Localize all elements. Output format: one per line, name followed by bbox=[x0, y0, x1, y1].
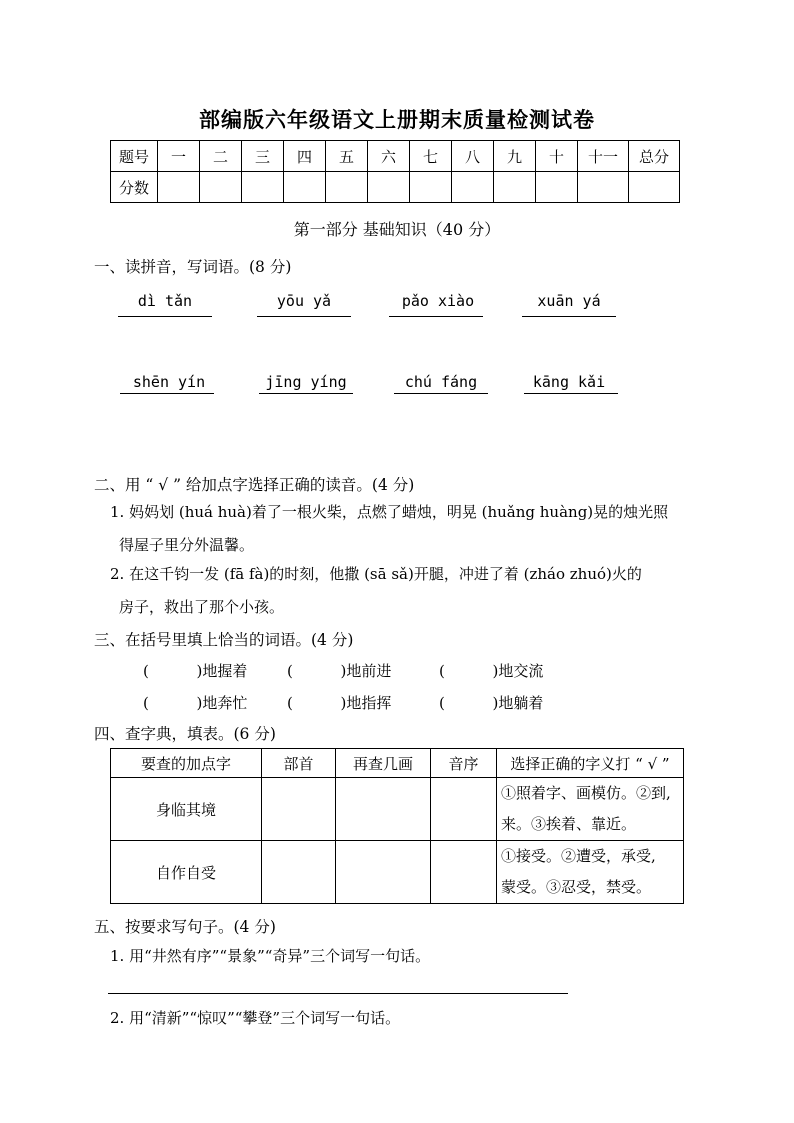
answer-underline[interactable] bbox=[120, 393, 214, 394]
fill-blank-item[interactable]: ( )地躺着 bbox=[439, 694, 544, 712]
dict-word: 身临其境 bbox=[111, 778, 262, 841]
score-input-cell[interactable] bbox=[242, 172, 284, 203]
dict-header-cell: 要查的加点字 bbox=[111, 749, 262, 778]
section5-heading: 五、按要求写句子。(4 分) bbox=[94, 918, 276, 936]
score-cell: 总分 bbox=[629, 141, 680, 172]
meaning-line: ①照着字、画模仿。②到, bbox=[501, 784, 671, 802]
score-cell: 十一 bbox=[578, 141, 629, 172]
answer-underline[interactable] bbox=[524, 393, 618, 394]
pinyin-item: yōu yǎ bbox=[276, 292, 332, 310]
score-input-cell[interactable] bbox=[494, 172, 536, 203]
dict-input-cell[interactable] bbox=[431, 778, 497, 841]
answer-underline[interactable] bbox=[394, 393, 488, 394]
pinyin-item: jīng yíng bbox=[265, 373, 347, 391]
meaning-line: 蒙受。③忍受，禁受。 bbox=[501, 878, 652, 896]
dict-input-cell[interactable] bbox=[262, 841, 336, 904]
score-input-cell[interactable] bbox=[326, 172, 368, 203]
question-text: 1. 用“井然有序”“景象”“奇异”三个词写一句话。 bbox=[110, 947, 431, 965]
pinyin-item: chú fáng bbox=[404, 373, 478, 391]
dict-header-cell: 再查几画 bbox=[336, 749, 431, 778]
dictionary-row bbox=[111, 841, 684, 904]
score-cell: 七 bbox=[410, 141, 452, 172]
score-input-cell[interactable] bbox=[410, 172, 452, 203]
score-cell: 一 bbox=[158, 141, 200, 172]
fill-blank-item[interactable]: ( )地前进 bbox=[287, 662, 392, 680]
answer-underline[interactable] bbox=[257, 316, 351, 317]
part-title: 第一部分 基础知识（40 分） bbox=[293, 220, 501, 239]
dictionary-header-row bbox=[111, 749, 684, 778]
page-title: 部编版六年级语文上册期末质量检测试卷 bbox=[199, 108, 595, 132]
score-input-cell[interactable] bbox=[578, 172, 629, 203]
score-cell: 九 bbox=[494, 141, 536, 172]
answer-underline[interactable] bbox=[259, 393, 353, 394]
section1-heading: 一、读拼音，写词语。(8 分) bbox=[94, 258, 292, 276]
dict-header-cell: 选择正确的字义打 “ √ ” bbox=[497, 749, 684, 778]
dict-input-cell[interactable] bbox=[336, 778, 431, 841]
dictionary-row bbox=[111, 778, 684, 841]
answer-underline[interactable] bbox=[522, 316, 616, 317]
score-cell: 二 bbox=[200, 141, 242, 172]
score-cell: 题号 bbox=[111, 141, 158, 172]
question-text: 房子，救出了那个小孩。 bbox=[119, 598, 285, 616]
dict-meaning[interactable] bbox=[497, 841, 684, 904]
question-text: 2. 用“清新”“惊叹”“攀登”三个词写一句话。 bbox=[110, 1009, 401, 1027]
pinyin-item: pǎo xiào bbox=[401, 292, 475, 310]
score-input-cell[interactable] bbox=[158, 172, 200, 203]
fill-blank-item[interactable]: ( )地奔忙 bbox=[143, 694, 248, 712]
dict-input-cell[interactable] bbox=[336, 841, 431, 904]
dict-meaning[interactable] bbox=[497, 778, 684, 841]
score-cell: 五 bbox=[326, 141, 368, 172]
score-input-cell[interactable] bbox=[200, 172, 242, 203]
fill-blank-item[interactable]: ( )地握着 bbox=[143, 662, 248, 680]
dict-word: 自作自受 bbox=[111, 841, 262, 904]
question-text: 2. 在这千钧一发 (fā fà)的时刻，他撒 (sā sǎ)开腿，冲进了着 (zháo zhuó)火的 bbox=[110, 565, 642, 583]
section2-heading: 二、用 “ √ ” 给加点字选择正确的读音。(4 分) bbox=[94, 476, 415, 494]
answer-line[interactable] bbox=[108, 993, 568, 994]
score-table bbox=[110, 140, 680, 203]
pinyin-item: kāng kǎi bbox=[532, 373, 606, 391]
dict-header-cell: 音序 bbox=[431, 749, 497, 778]
score-input-cell[interactable] bbox=[629, 172, 680, 203]
score-cell: 六 bbox=[368, 141, 410, 172]
score-cell: 三 bbox=[242, 141, 284, 172]
score-input-cell[interactable] bbox=[536, 172, 578, 203]
score-cell: 四 bbox=[284, 141, 326, 172]
fill-blank-item[interactable]: ( )地指挥 bbox=[287, 694, 392, 712]
fill-blank-item[interactable]: ( )地交流 bbox=[439, 662, 544, 680]
meaning-line: 来。③挨着、靠近。 bbox=[501, 815, 637, 833]
score-input-cell[interactable] bbox=[452, 172, 494, 203]
pinyin-item: shēn yín bbox=[132, 373, 206, 391]
score-row-label: 分数 bbox=[111, 172, 158, 203]
pinyin-item: dì tǎn bbox=[137, 292, 193, 310]
score-table-score-row bbox=[111, 172, 680, 203]
section3-heading: 三、在括号里填上恰当的词语。(4 分) bbox=[94, 631, 354, 649]
answer-underline[interactable] bbox=[118, 316, 212, 317]
question-text: 得屋子里分外温馨。 bbox=[119, 536, 255, 554]
dict-input-cell[interactable] bbox=[431, 841, 497, 904]
score-cell: 八 bbox=[452, 141, 494, 172]
answer-underline[interactable] bbox=[389, 316, 483, 317]
score-input-cell[interactable] bbox=[284, 172, 326, 203]
score-input-cell[interactable] bbox=[368, 172, 410, 203]
dict-input-cell[interactable] bbox=[262, 778, 336, 841]
question-text: 1. 妈妈划 (huá huà)着了一根火柴，点燃了蜡烛，明晃 (huǎng huàng)晃的烛光照 bbox=[110, 503, 669, 521]
meaning-line: ①接受。②遭受，承受, bbox=[501, 847, 656, 865]
section4-heading: 四、查字典，填表。(6 分) bbox=[94, 725, 276, 743]
dict-header-cell: 部首 bbox=[262, 749, 336, 778]
pinyin-item: xuān yá bbox=[537, 292, 601, 310]
dictionary-table bbox=[110, 748, 684, 904]
score-cell: 十 bbox=[536, 141, 578, 172]
score-table-header-row bbox=[111, 141, 680, 172]
